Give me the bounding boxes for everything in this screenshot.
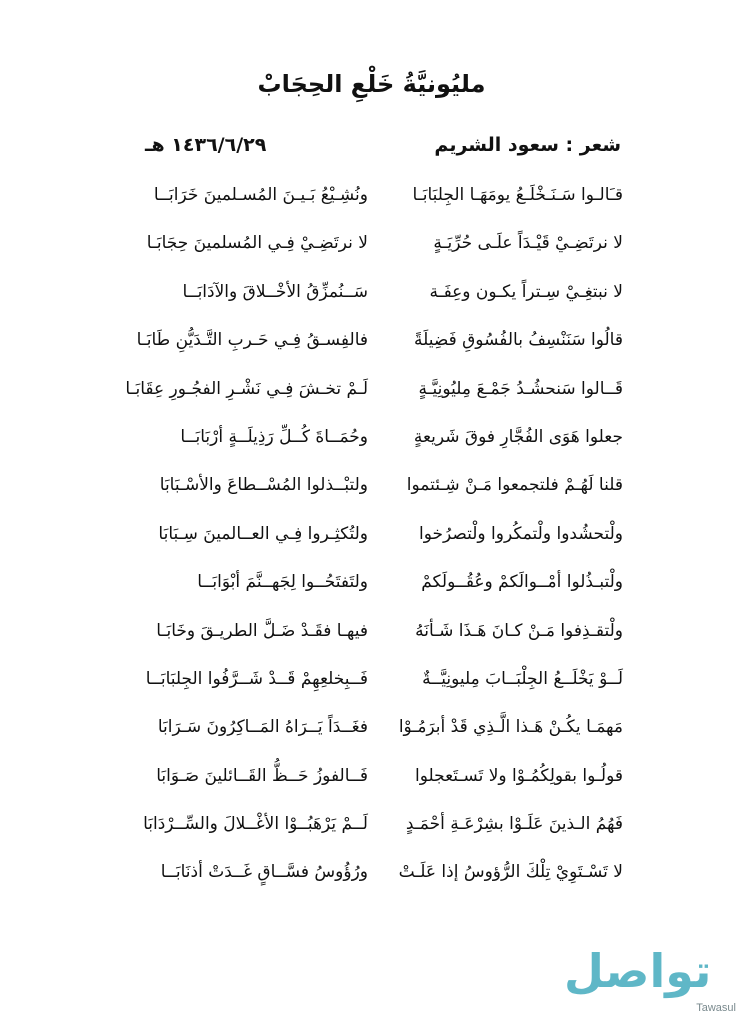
verse-second-hemistich: وحُمَــاةَ كُــلِّ رَذِيلَــةٍ أرْبَابَــا xyxy=(180,426,368,447)
poem-title: مليُونيَّةُ خَلْعِ الحِجَابْ xyxy=(257,70,486,98)
verse-row xyxy=(0,422,743,470)
verse-first-hemistich: ولْتبـذُلوا أمْــوالَكمْ وعُقُــولَكمْ xyxy=(421,572,623,593)
verse-row xyxy=(0,616,743,664)
verse-second-hemistich: ورُؤُوسُ فسَّــاقٍ غَــدَتْ أذنَابَــا xyxy=(160,862,368,883)
poet-name: شعر : سعود الشريم xyxy=(434,134,621,156)
verse-second-hemistich: فَــالفوزُ حَــظُّ القَــائلينَ صَـوَابَا xyxy=(156,765,368,786)
verse-second-hemistich: لَـمْ تخـشَ فِـي نَشْـرِ الفجُـورِ عِقَابَـا xyxy=(125,378,368,399)
tawasul-logo xyxy=(564,944,736,1016)
verse-row xyxy=(0,180,743,228)
verse-first-hemistich: قالُوا سَنَنْسِفُ بالفُسُوقِ فَضِيلَةً xyxy=(413,330,623,351)
verse-first-hemistich: لا نبتغِـيْ سِـتراً يكـون وعِفَـة xyxy=(429,281,623,302)
poem-date: ١٤٣٦/٦/٢٩ هـ xyxy=(145,134,267,156)
verse-second-hemistich: ونُشِـيْعُ بَـيـنَ المُسـلمينَ خَرَابَــا xyxy=(153,185,368,205)
verse-second-hemistich: لَــمْ يَرْهَبُــوْا الأغْــلالَ والسِّــرْدَابَا xyxy=(143,814,368,835)
verse-second-hemistich: فيهـا فقَـدْ ضَـلَّ الطريـقَ وخَابَـا xyxy=(156,620,368,641)
poem-body xyxy=(0,180,743,906)
verse-second-hemistich: فغَــدَاً يَــرَاهُ المَــاكِرُونَ سَـرَابَا xyxy=(157,717,368,738)
verse-row xyxy=(0,664,743,712)
verse-first-hemistich: جعلوا هَوَى الفُجَّارِ فوقَ شَريعةٍ xyxy=(413,426,623,447)
verse-row xyxy=(0,567,743,615)
verse-second-hemistich: ولتُكثِـروا فِـي العــالمينَ سِـبَابَا xyxy=(158,523,368,544)
verse-second-hemistich: فالفِسـقُ فِـي حَـربِ التَّـدَيُّنِ طَابَـا xyxy=(136,330,368,351)
verse-first-hemistich: ولْتحشُدوا ولْتمكُروا ولْتصرُخوا xyxy=(418,523,623,544)
verse-row xyxy=(0,857,743,905)
verse-row xyxy=(0,470,743,518)
verse-first-hemistich: قَــالوا سَنحشُـدُ جَمْـعَ مِليُونِيَّـةٍ xyxy=(418,378,623,399)
verse-first-hemistich: مَهمَـا يكُـنْ هَـذا الَّـذِي قَدْ أبرَمُـوْا xyxy=(398,717,623,738)
verse-row xyxy=(0,325,743,373)
verse-row xyxy=(0,809,743,857)
verse-row xyxy=(0,228,743,276)
verse-first-hemistich: فَهُمُ الـذينَ عَلَـوْا بشِرْعَـةِ أحْمَـدٍ xyxy=(405,814,623,835)
verse-first-hemistich: قولُـوا بقولِكُمُـوْا ولا تَسـتَعجلوا xyxy=(414,765,623,786)
verse-first-hemistich: قلنا لَهُـمْ فلتجمعوا مَـنْ شِـئتموا xyxy=(406,475,623,496)
verse-row xyxy=(0,712,743,760)
verse-second-hemistich: ولتبْــذلوا المُسْــطاعَ والأسْـبَابَا xyxy=(159,475,368,496)
verse-first-hemistich: قـَالـوا سَـنَـخْلَـعُ يومَهَـا الجِلبَابَـا xyxy=(412,185,623,205)
verse-first-hemistich: ولْتقـذِفوا مَـنْ كـانَ هَـذَا شَـأنَهُ xyxy=(415,620,623,641)
verse-row xyxy=(0,374,743,422)
logo-latin-text: Tawasul xyxy=(696,1002,736,1014)
logo-arabic-text: تواصل xyxy=(564,944,712,998)
verse-first-hemistich: لا نرتَضِـيْ قَيْـدَاً علَـى حُرِّيَـةٍ xyxy=(433,233,623,254)
verse-second-hemistich: ولتَفتَحُــوا لِجَهــنَّمَ أبْوَابَــا xyxy=(197,572,368,593)
verse-second-hemistich: فَــبِخلعِهِمْ قَــدْ شَــرَّفُوا الجِلبَابَــا xyxy=(145,668,368,689)
verse-first-hemistich: لَــوْ يَخْلَــعُ الجِلْبَــابَ مِليونِيَّــةٌ xyxy=(422,668,623,689)
verse-second-hemistich: سَــنُمزِّقُ الأخْــلاقَ والآدَابَــا xyxy=(182,281,368,302)
verse-row xyxy=(0,761,743,809)
verse-first-hemistich: لا تَسْـتَوِيْ تِلْكَ الرُّؤوسُ إذا عَلَـتْ xyxy=(398,862,623,883)
verse-row xyxy=(0,277,743,325)
verse-row xyxy=(0,519,743,567)
verse-second-hemistich: لا نرتَضِـيْ فِـي المُسلمينَ حِجَابَـا xyxy=(146,233,368,254)
